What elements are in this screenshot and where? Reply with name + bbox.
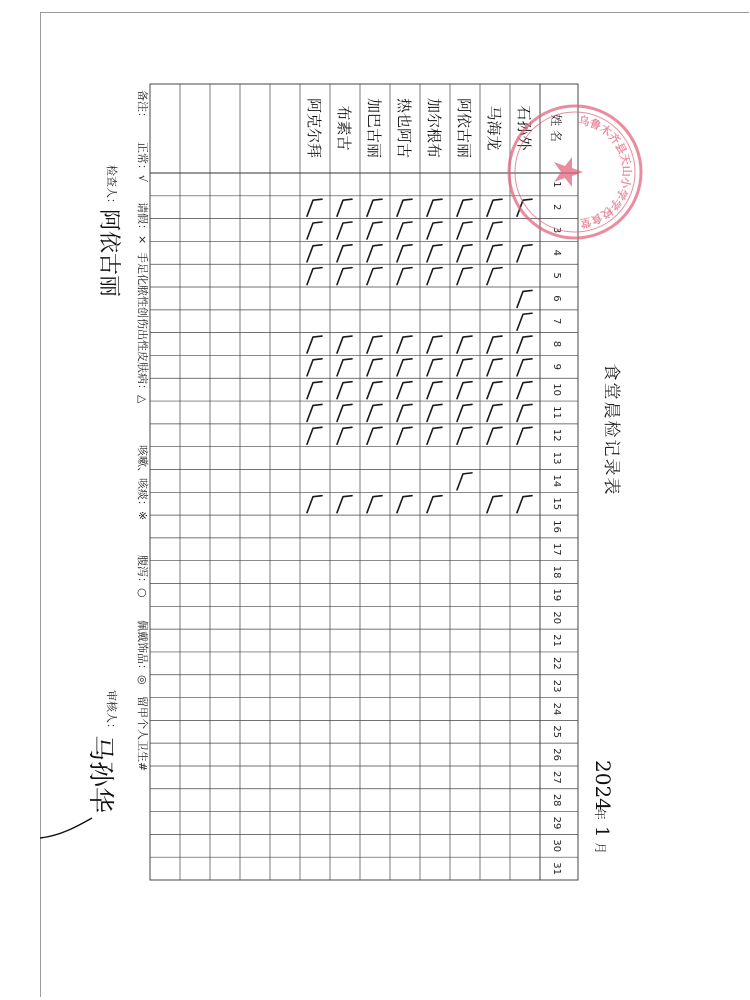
- check-mark: [487, 222, 502, 239]
- inspector: [96, 165, 121, 297]
- staff-name: 加尔根布: [425, 97, 443, 159]
- day-number: 17: [551, 542, 562, 556]
- check-mark: [517, 496, 532, 513]
- day-number: 25: [551, 725, 562, 739]
- check-mark: [397, 382, 412, 399]
- check-mark: [337, 245, 352, 262]
- check-mark: [517, 313, 532, 330]
- check-mark: [367, 359, 382, 376]
- check-mark: [397, 268, 412, 285]
- check-mark: [367, 404, 382, 421]
- check-mark: [367, 268, 382, 285]
- day-number: 30: [551, 839, 562, 853]
- check-mark: [397, 404, 412, 421]
- day-number: 9: [551, 363, 562, 371]
- legend-label: 备注：: [136, 90, 149, 123]
- staff-name: 阿依古丽: [455, 97, 473, 159]
- period-month-label: 月: [593, 842, 607, 855]
- legend-item-skin: 手足化脓性创伤出性皮肤病：△: [136, 252, 149, 404]
- check-mark: [427, 222, 442, 239]
- check-mark: [397, 222, 412, 239]
- check-mark: [517, 359, 532, 376]
- check-mark: [457, 268, 472, 285]
- period-month: 1: [591, 826, 612, 838]
- legend-item-cough: 咳嗽、咳痰：※: [136, 445, 149, 521]
- sheet-title: 食堂晨检记录表: [601, 363, 621, 497]
- check-mark: [397, 496, 412, 513]
- check-mark: [367, 382, 382, 399]
- check-mark: [367, 427, 382, 444]
- day-number: 5: [551, 272, 562, 279]
- day-number: 23: [551, 679, 562, 693]
- day-number: 26: [551, 748, 562, 761]
- check-mark: [337, 404, 352, 421]
- check-mark: [367, 336, 382, 353]
- period-year-label: 年: [593, 808, 607, 821]
- check-mark: [487, 427, 502, 444]
- day-number: 24: [551, 702, 562, 716]
- check-mark: [337, 427, 352, 444]
- check-mark: [517, 336, 532, 353]
- inspector-signature: 阿依古丽: [96, 209, 121, 298]
- day-number: 10: [551, 383, 562, 397]
- check-mark: [517, 290, 532, 307]
- check-mark: [487, 245, 502, 262]
- school-seal: [509, 106, 641, 238]
- day-number: 29: [551, 816, 562, 830]
- check-mark: [397, 199, 412, 216]
- table-frame: [150, 84, 578, 880]
- day-number: 13: [551, 451, 562, 465]
- check-mark: [337, 336, 352, 353]
- check-mark: [487, 199, 502, 216]
- check-mark: [487, 336, 502, 353]
- check-mark: [487, 382, 502, 399]
- period-year: 2024: [591, 760, 615, 811]
- check-mark: [457, 245, 472, 262]
- check-mark: [307, 359, 322, 376]
- staff-name: 石孙外: [515, 105, 533, 151]
- period: [591, 760, 615, 854]
- check-mark: [427, 245, 442, 262]
- check-mark: [487, 359, 502, 376]
- signature-stroke: [40, 818, 92, 838]
- check-mark: [517, 245, 532, 262]
- day-number: 2: [551, 204, 562, 211]
- check-mark: [427, 268, 442, 285]
- name-header: 姓 名: [549, 114, 563, 142]
- check-mark: [457, 473, 472, 490]
- check-mark: [517, 427, 532, 444]
- check-mark: [427, 427, 442, 444]
- check-mark: [457, 222, 472, 239]
- check-mark: [307, 382, 322, 399]
- check-mark: [427, 359, 442, 376]
- check-mark: [367, 496, 382, 513]
- check-mark: [457, 404, 472, 421]
- day-number: 3: [551, 226, 562, 234]
- day-number: 16: [551, 520, 562, 533]
- check-mark: [487, 268, 502, 285]
- day-number: 6: [551, 295, 562, 302]
- check-mark: [457, 359, 472, 376]
- check-mark: [427, 199, 442, 216]
- check-mark: [337, 268, 352, 285]
- check-mark: [487, 496, 502, 513]
- staff-name: 阿克尔拜: [305, 97, 323, 159]
- day-number: 7: [551, 318, 562, 325]
- day-number: 27: [551, 771, 562, 784]
- day-number: 20: [551, 611, 562, 625]
- check-mark: [307, 199, 322, 216]
- check-mark: [457, 382, 472, 399]
- check-mark: [367, 245, 382, 262]
- check-mark: [457, 427, 472, 444]
- check-mark: [337, 199, 352, 216]
- check-mark: [337, 496, 352, 513]
- staff-name: 布素古: [335, 105, 353, 151]
- check-mark: [307, 336, 322, 353]
- check-mark: [337, 382, 352, 399]
- seal-text: 乌鲁木齐县天山小学学校食堂: [577, 113, 634, 230]
- check-mark: [427, 382, 442, 399]
- day-number: 12: [551, 428, 562, 442]
- check-mark: [397, 245, 412, 262]
- day-number: 31: [551, 862, 562, 875]
- reviewer: [105, 690, 119, 734]
- day-number: 14: [551, 474, 562, 488]
- check-mark: [397, 336, 412, 353]
- day-number: 19: [551, 588, 562, 602]
- legend-item-normal: 正常：√: [136, 142, 149, 183]
- day-number: 22: [551, 656, 562, 670]
- inspection-table: [150, 84, 578, 880]
- day-number: 15: [551, 497, 562, 511]
- legend-item-jewelry: 佩戴饰品：◎: [136, 620, 149, 685]
- check-mark: [427, 404, 442, 421]
- check-mark: [337, 359, 352, 376]
- legend: [136, 90, 150, 771]
- check-mark: [457, 336, 472, 353]
- check-mark: [337, 222, 352, 239]
- staff-name: 马海龙: [485, 105, 503, 151]
- reviewer-label: 审核人：: [105, 690, 118, 734]
- check-mark: [397, 359, 412, 376]
- check-mark: [517, 404, 532, 421]
- check-mark: [367, 222, 382, 239]
- check-mark: [307, 245, 322, 262]
- check-mark: [427, 496, 442, 513]
- check-mark: [307, 268, 322, 285]
- staff-name: 加巴古丽: [365, 97, 383, 159]
- check-mark: [307, 496, 322, 513]
- legend-item-leave: 请假：×: [136, 202, 149, 245]
- day-number: 18: [551, 565, 562, 579]
- day-number: 4: [551, 249, 562, 257]
- check-mark: [307, 404, 322, 421]
- legend-item-diarrhea: 腹泻：○: [136, 555, 149, 598]
- check-mark: [457, 199, 472, 216]
- day-number: 1: [551, 181, 562, 188]
- check-mark: [397, 427, 412, 444]
- legend-item-nails: 留甲个人卫生#: [136, 696, 149, 772]
- check-mark: [427, 336, 442, 353]
- day-number: 21: [551, 634, 562, 647]
- day-number: 8: [551, 340, 562, 348]
- check-mark: [307, 427, 322, 444]
- check-mark: [307, 222, 322, 239]
- day-number: 28: [551, 793, 562, 807]
- check-mark: [367, 199, 382, 216]
- day-number: 11: [551, 406, 562, 419]
- reviewer-signature: [85, 735, 115, 813]
- inspector-label: 检查人：: [105, 165, 118, 209]
- svg-text:马孙华: 马孙华: [85, 735, 115, 814]
- check-mark: [517, 382, 532, 399]
- check-mark: [487, 404, 502, 421]
- staff-name: 热也阿古: [395, 97, 413, 159]
